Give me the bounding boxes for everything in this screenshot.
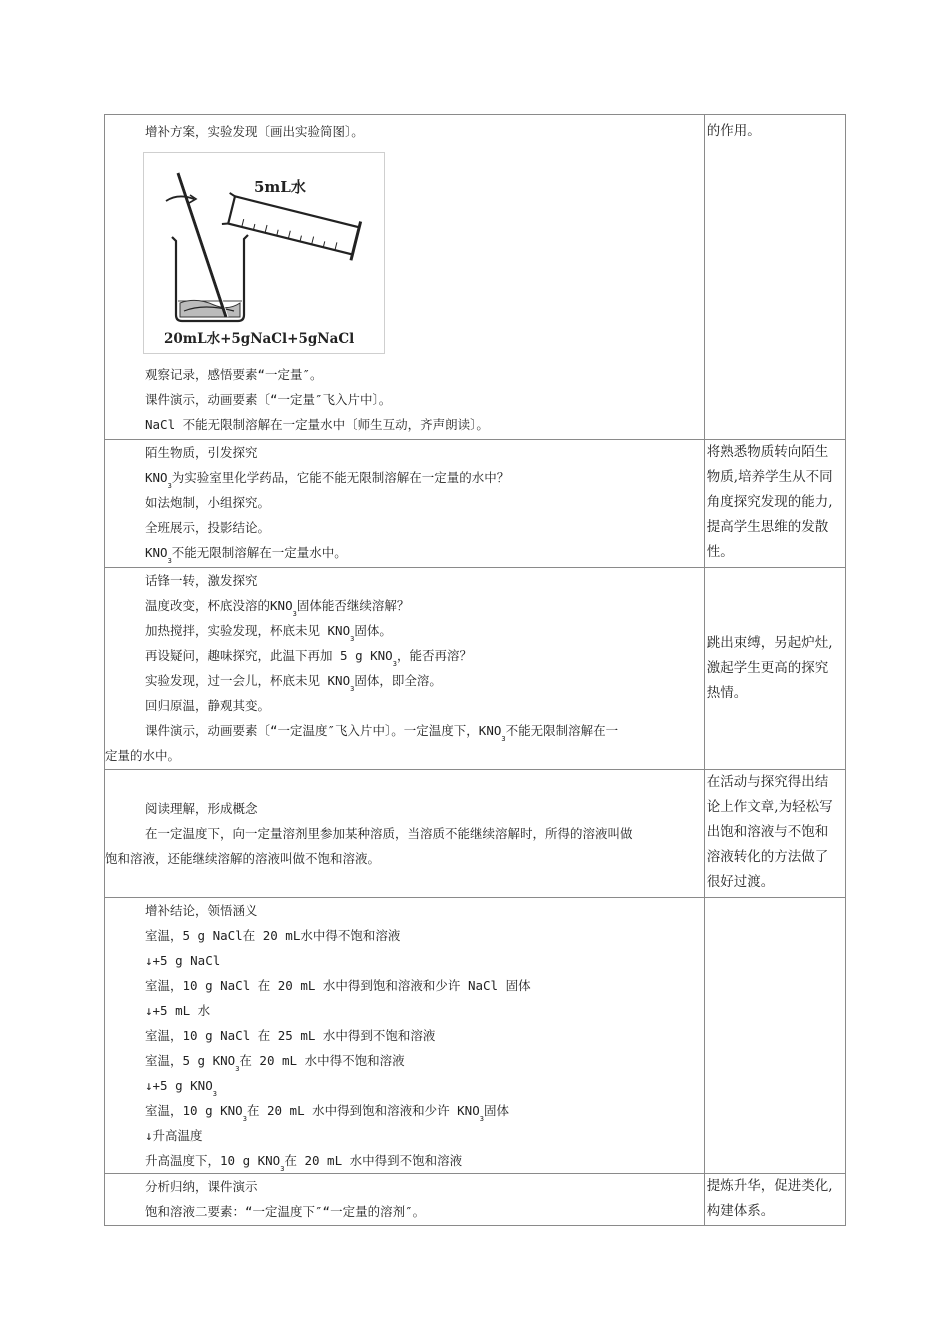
text-line: 室温，10 g NaCl 在 25 mL 水中得到不饱和溶液 bbox=[145, 1028, 436, 1043]
arrow-line bbox=[105, 1073, 704, 1098]
text-line: 阅读理解，形成概念 bbox=[145, 801, 258, 816]
text-span: 温度改变，杯底没溶的 bbox=[145, 598, 271, 613]
arrow-line: ↓+5 mL 水 bbox=[145, 1003, 211, 1018]
table-row bbox=[105, 440, 846, 568]
activity-cell bbox=[105, 568, 705, 770]
text-line: 定量的水中。 bbox=[105, 748, 181, 763]
text-line: 增补方案，实验发现〔画出实验简图〕。 bbox=[145, 124, 364, 139]
text-span: 不能无限制溶解在一 bbox=[505, 723, 619, 738]
text-span: 室温，10 g KNO bbox=[145, 1103, 243, 1118]
subscript: 3 bbox=[212, 1090, 217, 1098]
arrow-line: ↓升高温度 bbox=[145, 1128, 203, 1143]
text-line: 饱和溶液，还能继续溶解的溶液叫做不饱和溶液。 bbox=[105, 851, 381, 866]
subscript: 3 bbox=[350, 635, 355, 643]
formula: KNO bbox=[145, 545, 168, 560]
note-line: 角度探究发现的能力, bbox=[706, 494, 833, 510]
table-row bbox=[105, 1174, 846, 1226]
note-line: 的作用。 bbox=[706, 123, 761, 139]
subscript: 3 bbox=[235, 1065, 240, 1073]
text-span: 固体能否继续溶解？ bbox=[296, 598, 410, 613]
text-span: 加热搅拌，实验发现，杯底未见 KNO bbox=[145, 623, 351, 638]
text-line bbox=[105, 465, 704, 490]
text-line bbox=[105, 718, 704, 743]
activity-cell bbox=[105, 440, 705, 568]
text-line: 观察记录，感悟要素“一定量″。 bbox=[145, 367, 323, 382]
text-span: 在 20 mL 水中得到饱和溶液和少许 KNO bbox=[246, 1103, 480, 1118]
text-line: 回归原温，静观其变。 bbox=[145, 698, 271, 713]
text-line: 全班展示，投影结论。 bbox=[145, 520, 271, 535]
lesson-plan-table-wrapper bbox=[104, 114, 846, 1226]
subscript: 3 bbox=[280, 1165, 285, 1173]
text-line: 话锋一转，激发探究 bbox=[145, 573, 258, 588]
experiment-figure bbox=[143, 152, 385, 354]
lesson-plan-table bbox=[104, 114, 846, 1226]
text-line: 课件演示，动画要素〔“一定量″飞入片中〕。 bbox=[145, 392, 392, 407]
figure-label-water: 5mL水 bbox=[254, 178, 306, 196]
note-line: 在活动与探究得出结 bbox=[706, 774, 829, 790]
text-line: 分析归纳，课件演示 bbox=[145, 1179, 258, 1194]
note-line: 热情。 bbox=[706, 685, 748, 701]
text-line: 室温，10 g NaCl 在 20 mL 水中得到饱和溶液和少许 NaCl 固体 bbox=[145, 978, 531, 993]
text-line: NaCl 不能无限制溶解在一定量水中〔师生互动，齐声朗读〕。 bbox=[145, 417, 489, 432]
text-span: 为实验室里化学药品，它能不能无限制溶解在一定量的水中？ bbox=[171, 470, 510, 485]
subscript: 3 bbox=[292, 610, 297, 618]
text-line: 饱和溶液二要素：“一定温度下″“一定量的溶剂″。 bbox=[145, 1204, 426, 1219]
purpose-cell bbox=[704, 568, 845, 770]
text-line bbox=[105, 1148, 704, 1173]
text-line bbox=[105, 668, 704, 693]
text-line bbox=[105, 1098, 704, 1123]
note-line: 出饱和溶液与不饱和 bbox=[706, 824, 829, 840]
note-line: 跳出束缚，另起炉灶, bbox=[706, 635, 833, 651]
text-span: 不能无限制溶解在一定量水中。 bbox=[171, 545, 347, 560]
note-line: 性。 bbox=[706, 544, 734, 560]
activity-cell bbox=[105, 898, 705, 1174]
note-line: 激起学生更高的探究 bbox=[706, 660, 829, 676]
text-line bbox=[105, 540, 704, 565]
note-line: 将熟悉物质转向陌生 bbox=[706, 444, 829, 460]
note-line: 物质,培养学生从不同 bbox=[706, 469, 833, 485]
note-line: 提炼升华，促进类化, bbox=[706, 1178, 833, 1194]
activity-cell bbox=[105, 115, 705, 440]
text-span: 课件演示，动画要素〔“一定温度″飞入片中〕。一定温度下，KNO bbox=[145, 723, 502, 738]
text-line bbox=[105, 1048, 704, 1073]
text-span: 固体。 bbox=[354, 623, 392, 638]
text-span: 固体 bbox=[483, 1103, 509, 1118]
text-line: 如法炮制，小组探究。 bbox=[145, 495, 271, 510]
text-span: 再设疑问，趣味探究，此温下再加 5 g KNO bbox=[145, 648, 393, 663]
text-span: 在 20 mL 水中得不饱和溶液 bbox=[239, 1053, 405, 1068]
text-line: 在一定温度下，向一定量溶剂里参加某种溶质，当溶质不能继续溶解时，所得的溶液叫做 bbox=[145, 826, 633, 841]
text-line bbox=[105, 618, 704, 643]
table-row bbox=[105, 770, 846, 898]
text-span: 实验发现，过一会儿，杯底未见 KNO bbox=[145, 673, 351, 688]
text-line bbox=[105, 643, 704, 668]
purpose-cell bbox=[704, 770, 845, 898]
note-line: 溶液转化的方法做了 bbox=[706, 849, 829, 865]
figure-label-beaker: 20mL水+5gNaCl+5gNaCl bbox=[164, 331, 355, 347]
table-row bbox=[105, 568, 846, 770]
arrow-line: ↓+5 g NaCl bbox=[145, 953, 221, 968]
table-row bbox=[105, 115, 846, 440]
text-span: 在 20 mL 水中得到不饱和溶液 bbox=[284, 1153, 463, 1168]
subscript: 3 bbox=[242, 1115, 247, 1123]
text-line: 陌生物质，引发探究 bbox=[145, 445, 258, 460]
subscript: 3 bbox=[167, 482, 172, 490]
text-line: 增补结论，领悟涵义 bbox=[145, 903, 258, 918]
text-span: ，能否再溶？ bbox=[396, 648, 472, 663]
text-span: 固体，即全溶。 bbox=[354, 673, 442, 688]
subscript: 3 bbox=[501, 735, 506, 743]
note-line: 提高学生思维的发散 bbox=[706, 519, 829, 535]
subscript: 3 bbox=[350, 685, 355, 693]
formula: KNO bbox=[145, 470, 168, 485]
formula: KNO bbox=[270, 598, 293, 613]
text-line bbox=[105, 593, 704, 618]
note-line: 很好过渡。 bbox=[706, 874, 775, 890]
text-line: 室温，5 g NaCl在 20 mL水中得不饱和溶液 bbox=[145, 928, 401, 943]
subscript: 3 bbox=[167, 557, 172, 565]
subscript: 3 bbox=[392, 660, 397, 668]
text-span: ↓+5 g KNO bbox=[145, 1078, 213, 1093]
subscript: 3 bbox=[479, 1115, 484, 1123]
purpose-cell bbox=[704, 898, 845, 1174]
text-span: 升高温度下，10 g KNO bbox=[145, 1153, 281, 1168]
text-span: 室温，5 g KNO bbox=[145, 1053, 236, 1068]
note-line: 构建体系。 bbox=[706, 1203, 775, 1219]
table-row bbox=[105, 898, 846, 1174]
note-line: 论上作文章,为轻松写 bbox=[706, 799, 833, 815]
purpose-cell bbox=[704, 115, 845, 440]
activity-cell bbox=[105, 770, 705, 898]
activity-cell bbox=[105, 1174, 705, 1226]
purpose-cell bbox=[704, 440, 845, 568]
purpose-cell bbox=[704, 1174, 845, 1226]
